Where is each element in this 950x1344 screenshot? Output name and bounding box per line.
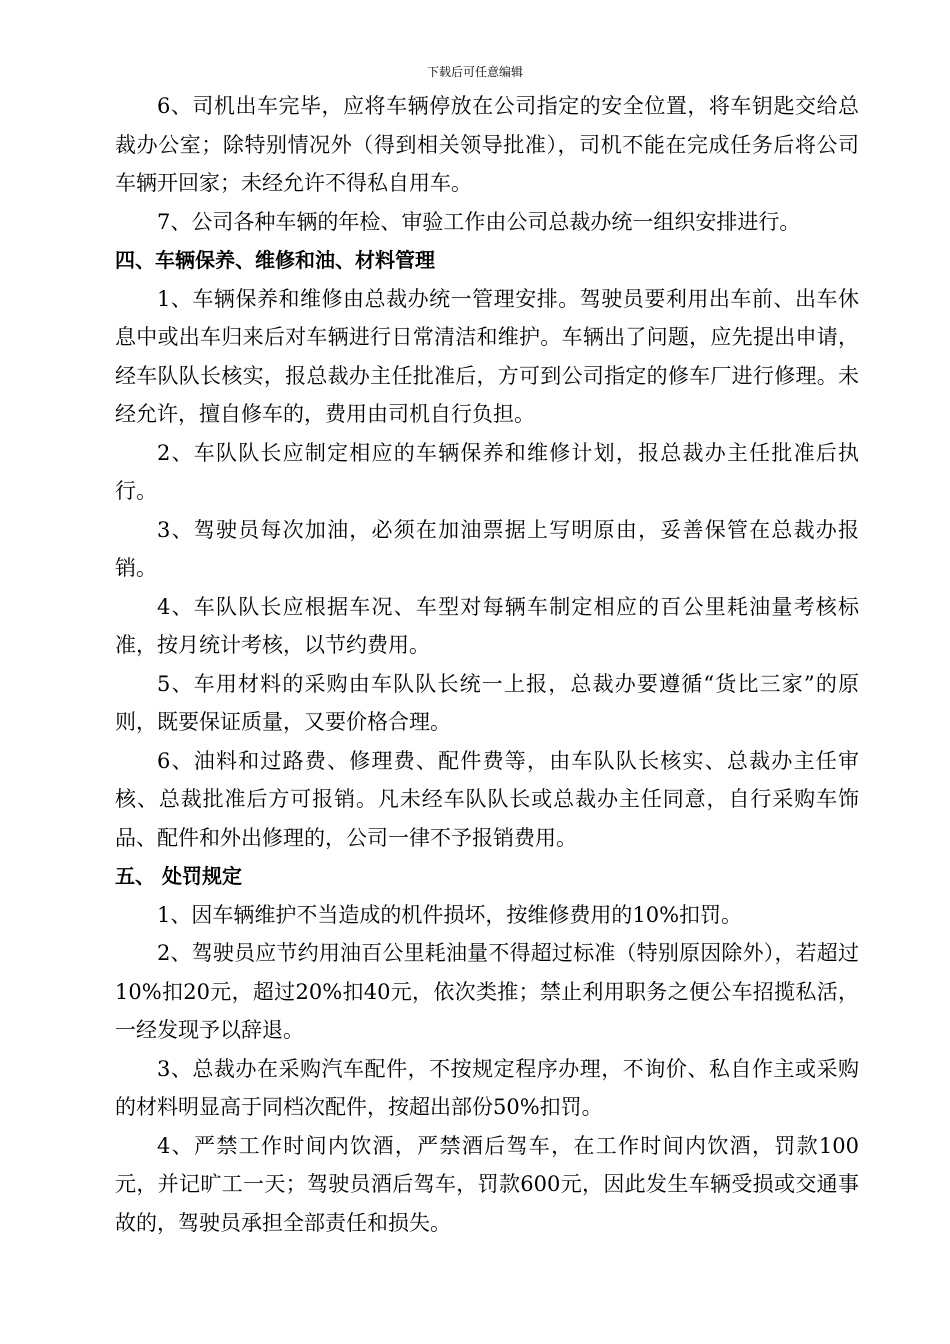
paragraph-maintenance-1: 1、车辆保养和维修由总裁办统一管理安排。驾驶员要利用出车前、出车休息中或出车归来后对车辆进行日常清洁和维护。车辆出了问题，应先提出申请，经车队队长核实，报总裁办主任批准后，方可到公司指定的修车厂进行修理。未经允许，擅自修车的，费用由司机自行负担。	[115, 286, 859, 426]
paragraph-penalty-1: 1、因车辆维护不当造成的机件损坏，按维修费用的10%扣罚。	[157, 902, 743, 927]
page-header: 下载后可任意编辑	[426, 65, 523, 79]
paragraph-penalty-4: 4、严禁工作时间内饮酒，严禁酒后驾车，在工作时间内饮酒，罚款100元，并记旷工一天；驾驶员酒后驾车，罚款600元，因此发生车辆受损或交通事故的，驾驶员承担全部责任和损失。	[115, 1133, 859, 1235]
paragraph-annual-inspection: 7、公司各种车辆的年检、审验工作由公司总裁办统一组织安排进行。	[157, 209, 801, 234]
document-body	[115, 87, 859, 1242]
paragraph-maintenance-6: 6、油料和过路费、修理费、配件费等，由车队队长核实、总裁办主任审核、总裁批准后方可报销。凡未经车队队长或总裁办主任同意，自行采购车饰品、配件和外出修理的，公司一律不予报销费用。	[115, 748, 859, 850]
paragraph-maintenance-2: 2、车队队长应制定相应的车辆保养和维修计划，报总裁办主任批准后执行。	[115, 440, 859, 503]
section-heading-penalties: 五、 处罚规定	[115, 864, 242, 888]
paragraph-maintenance-5: 5、车用材料的采购由车队队长统一上报，总裁办要遵循“货比三家”的原则，既要保证质量，又要价格合理。	[115, 671, 859, 734]
section-heading-maintenance: 四、车辆保养、维修和油、材料管理	[115, 248, 435, 272]
paragraph-penalty-2: 2、驾驶员应节约用油百公里耗油量不得超过标准（特别原因除外），若超过10%扣20元，超过20%扣40元，依次类推；禁止利用职务之便公车招揽私活，一经发现予以辞退。	[115, 941, 859, 1042]
paragraph-maintenance-3: 3、驾驶员每次加油，必须在加油票据上写明原由，妥善保管在总裁办报销。	[115, 517, 859, 580]
paragraph-vehicle-parking: 6、司机出车完毕，应将车辆停放在公司指定的安全位置，将车钥匙交给总裁办公室；除特别情况外（得到相关领导批准），司机不能在完成任务后将公司车辆开回家；未经允许不得私自用车。	[115, 94, 859, 195]
paragraph-penalty-3: 3、总裁办在采购汽车配件，不按规定程序办理，不询价、私自作主或采购的材料明显高于同档次配件，按超出部份50%扣罚。	[115, 1056, 859, 1119]
paragraph-maintenance-4: 4、车队队长应根据车况、车型对每辆车制定相应的百公里耗油量考核标准，按月统计考核，以节约费用。	[115, 594, 859, 657]
